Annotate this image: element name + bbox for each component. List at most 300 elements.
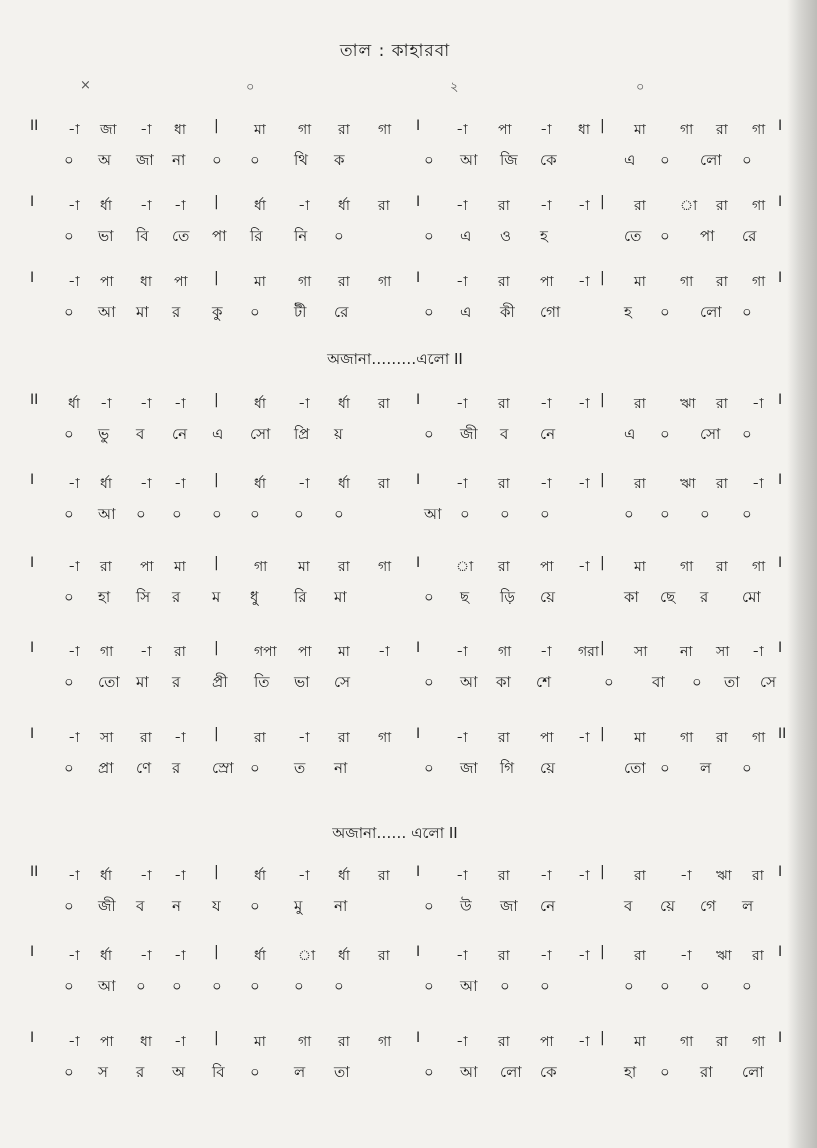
swara-note: গা xyxy=(298,122,312,138)
lyric-syllable: ০ xyxy=(294,977,304,995)
lyric-syllable: ০ xyxy=(250,1063,260,1081)
swara-note: | xyxy=(600,472,605,488)
swara-line xyxy=(0,555,790,579)
lyric-line xyxy=(0,586,790,610)
swara-note: রা xyxy=(716,730,728,746)
swara-note: রা xyxy=(716,274,728,290)
lyric-syllable: সি xyxy=(136,588,151,606)
swara-note: -া xyxy=(68,122,80,138)
lyric-syllable: আ xyxy=(460,673,478,691)
lyric-syllable: ০ xyxy=(500,977,510,995)
swara-note: র্ধা xyxy=(338,476,350,492)
swara-note: রা xyxy=(634,868,646,884)
lyric-syllable: ০ xyxy=(700,505,710,523)
swara-note: -া xyxy=(140,644,152,660)
lyric-syllable: প্রা xyxy=(98,759,114,777)
swara-note: রা xyxy=(378,476,390,492)
lyric-syllable: পা xyxy=(212,227,227,245)
lyric-syllable: ০ xyxy=(660,505,670,523)
lyric-syllable: রি xyxy=(294,588,307,606)
lyric-syllable: ব xyxy=(136,897,145,915)
lyric-syllable: নি xyxy=(294,227,308,245)
lyric-syllable: রা xyxy=(700,1063,713,1081)
lyric-syllable: ০ xyxy=(64,303,74,321)
swara-note: I xyxy=(778,118,783,134)
swara-line xyxy=(0,194,790,218)
swara-note: মা xyxy=(174,559,186,575)
lyric-syllable: প্রী xyxy=(212,673,228,691)
swara-note: পা xyxy=(540,274,554,290)
swara-note: -া xyxy=(140,868,152,884)
swara-note: রা xyxy=(338,730,350,746)
lyric-syllable: ব xyxy=(624,897,633,915)
swara-note: ধা xyxy=(140,1034,152,1050)
swara-note: -া xyxy=(578,476,590,492)
swara-note: | xyxy=(600,1030,605,1046)
swara-note: | xyxy=(600,555,605,571)
swara-note: -া xyxy=(68,730,80,746)
lyric-syllable: তে xyxy=(172,227,190,245)
swara-note: র্ধা xyxy=(100,868,112,884)
swara-note: রা xyxy=(378,396,390,412)
lyric-syllable: ০ xyxy=(742,303,752,321)
swara-note: ঋা xyxy=(680,476,696,492)
swara-note: পা xyxy=(540,730,554,746)
lyric-syllable: কা xyxy=(624,588,639,606)
swara-note: রা xyxy=(716,559,728,575)
lyric-syllable: ০ xyxy=(424,227,434,245)
lyric-syllable: ০ xyxy=(742,977,752,995)
swara-note: -া xyxy=(174,396,186,412)
swara-note: II xyxy=(30,392,39,408)
swara-note: পা xyxy=(140,559,154,575)
swara-note: গা xyxy=(298,274,312,290)
lyric-syllable: বা xyxy=(652,673,665,691)
swara-note: -া xyxy=(456,1034,468,1050)
swara-note: I xyxy=(416,864,421,880)
lyric-syllable: ০ xyxy=(136,505,146,523)
swara-note: গা xyxy=(378,559,392,575)
swara-note: I xyxy=(778,194,783,210)
swara-note: রা xyxy=(140,730,152,746)
swara-note: সা xyxy=(634,644,648,660)
lyric-syllable: ল xyxy=(742,897,754,915)
lyric-syllable: ০ xyxy=(604,673,614,691)
swara-note: না xyxy=(680,644,693,660)
lyric-syllable: তা xyxy=(724,673,740,691)
lyric-syllable: ০ xyxy=(334,977,344,995)
swara-note: -া xyxy=(68,198,80,214)
lyric-syllable: জা xyxy=(500,897,518,915)
swara-note: I xyxy=(30,640,35,656)
lyric-syllable: হ xyxy=(624,303,632,321)
lyric-syllable: জী xyxy=(460,425,478,443)
swara-note: I xyxy=(416,118,421,134)
swara-note: -া xyxy=(540,476,552,492)
swara-note: I xyxy=(416,472,421,488)
swara-note: -া xyxy=(540,198,552,214)
swara-note: -া xyxy=(298,476,310,492)
lyric-syllable: ০ xyxy=(294,505,304,523)
swara-note: -া xyxy=(578,396,590,412)
lyric-syllable: ও xyxy=(500,227,512,245)
swara-note: -া xyxy=(298,396,310,412)
lyric-syllable: ০ xyxy=(540,505,550,523)
lyric-syllable: ০ xyxy=(424,759,434,777)
swara-note: II xyxy=(30,864,39,880)
swara-note: র্ধা xyxy=(100,476,112,492)
swara-note: -া xyxy=(456,274,468,290)
swara-note: রা xyxy=(716,396,728,412)
swara-note: মা xyxy=(254,1034,266,1050)
lyric-syllable: ০ xyxy=(172,977,182,995)
lyric-syllable: পা xyxy=(700,227,715,245)
lyric-syllable: রে xyxy=(334,303,349,321)
lyric-syllable: ০ xyxy=(692,673,702,691)
swara-note: ধা xyxy=(140,274,152,290)
swara-line xyxy=(0,726,790,750)
swara-note: I xyxy=(416,726,421,742)
swara-note: পা xyxy=(498,122,512,138)
swara-note: মা xyxy=(634,559,646,575)
lyric-syllable: ০ xyxy=(742,151,752,169)
lyric-syllable: তে xyxy=(624,227,642,245)
swara-note: | xyxy=(600,864,605,880)
lyric-syllable: য়ে xyxy=(540,588,555,606)
swara-note: -া xyxy=(68,948,80,964)
lyric-syllable: ধু xyxy=(250,588,259,606)
lyric-syllable: ভা xyxy=(98,227,114,245)
swara-note: মা xyxy=(254,274,266,290)
swara-line xyxy=(0,118,790,142)
lyric-syllable: ০ xyxy=(250,505,260,523)
swara-note: গা xyxy=(680,274,694,290)
swara-note: গা xyxy=(254,559,268,575)
swara-note: I xyxy=(30,194,35,210)
swara-note: গা xyxy=(752,730,766,746)
swara-note: মা xyxy=(634,1034,646,1050)
lyric-syllable: ০ xyxy=(212,505,222,523)
lyric-syllable: বি xyxy=(136,227,149,245)
lyric-line xyxy=(0,1061,790,1085)
swara-note: -া xyxy=(174,1034,186,1050)
swara-note: গা xyxy=(378,730,392,746)
marker-khali-2: ০ xyxy=(636,80,645,95)
lyric-syllable: প্রি xyxy=(294,425,310,443)
swara-note: রা xyxy=(498,476,510,492)
lyric-syllable: ০ xyxy=(660,303,670,321)
swara-note: I xyxy=(778,392,783,408)
swara-note: | xyxy=(600,194,605,210)
lyric-syllable: কা xyxy=(496,673,511,691)
swara-note: -া xyxy=(456,396,468,412)
swara-note: | xyxy=(214,194,219,210)
swara-note: -া xyxy=(174,730,186,746)
swara-note: -া xyxy=(140,122,152,138)
lyric-syllable: মা xyxy=(334,588,347,606)
swara-note: -া xyxy=(456,948,468,964)
swara-note: পা xyxy=(174,274,188,290)
swara-note: রা xyxy=(338,122,350,138)
swara-note: রা xyxy=(378,868,390,884)
lyric-syllable: তো xyxy=(624,759,646,777)
lyric-syllable: ব xyxy=(500,425,509,443)
swara-note: রা xyxy=(338,274,350,290)
swara-note: I xyxy=(30,726,35,742)
lyric-syllable: গি xyxy=(500,759,515,777)
lyric-line xyxy=(0,225,790,249)
swara-note: I xyxy=(778,555,783,571)
lyric-syllable: য়ে xyxy=(540,759,555,777)
swara-note: | xyxy=(214,118,219,134)
swara-note: ঋা xyxy=(716,868,732,884)
lyric-syllable: ০ xyxy=(250,759,260,777)
tala-title: তাল : কাহারবা xyxy=(339,41,451,61)
swara-note: রা xyxy=(498,198,510,214)
swara-note: -া xyxy=(680,868,692,884)
swara-note: র্ধা xyxy=(254,198,266,214)
lyric-line xyxy=(0,149,790,173)
lyric-syllable: ণে xyxy=(136,759,152,777)
lyric-syllable: ছে xyxy=(660,588,676,606)
lyric-syllable: কী xyxy=(500,303,515,321)
lyric-syllable: ০ xyxy=(424,1063,434,1081)
swara-note: I xyxy=(416,555,421,571)
swara-note: র্ধা xyxy=(68,396,80,412)
swara-note: রা xyxy=(498,868,510,884)
lyric-syllable: আ xyxy=(98,505,116,523)
lyric-syllable: হ xyxy=(540,227,548,245)
swara-note: I xyxy=(778,1030,783,1046)
lyric-line xyxy=(0,301,790,325)
lyric-syllable: র xyxy=(700,588,709,606)
lyric-syllable: টী xyxy=(294,303,307,321)
lyric-syllable: ০ xyxy=(64,897,74,915)
swara-note: | xyxy=(214,555,219,571)
lyric-line xyxy=(0,975,790,999)
swara-note: I xyxy=(778,944,783,960)
swara-note: I xyxy=(416,640,421,656)
lyric-syllable: স xyxy=(98,1063,108,1081)
swara-note: I xyxy=(416,392,421,408)
swara-note: -া xyxy=(68,559,80,575)
swara-note: পা xyxy=(100,274,114,290)
lyric-syllable: ০ xyxy=(250,977,260,995)
swara-note: র্ধা xyxy=(100,198,112,214)
swara-note: I xyxy=(30,472,35,488)
lyric-syllable: গো xyxy=(540,303,561,321)
swara-note: গা xyxy=(498,644,512,660)
swara-note: ঋা xyxy=(716,948,732,964)
lyric-syllable: মো xyxy=(742,588,761,606)
lyric-syllable: ০ xyxy=(660,977,670,995)
lyric-syllable: ০ xyxy=(700,977,710,995)
swara-note: পা xyxy=(540,1034,554,1050)
swara-note: মা xyxy=(634,122,646,138)
lyric-syllable: ০ xyxy=(540,977,550,995)
swara-note: গা xyxy=(680,1034,694,1050)
swara-note: | xyxy=(600,944,605,960)
lyric-syllable: তা xyxy=(334,1063,350,1081)
lyric-line xyxy=(0,503,790,527)
lyric-syllable: ০ xyxy=(250,303,260,321)
lyric-syllable: ০ xyxy=(742,425,752,443)
swara-note: -া xyxy=(378,644,390,660)
swara-note: া xyxy=(680,198,698,214)
swara-note: | xyxy=(214,392,219,408)
swara-note: -া xyxy=(68,476,80,492)
swara-note: গা xyxy=(378,274,392,290)
lyric-syllable: ০ xyxy=(334,505,344,523)
swara-note: পা xyxy=(100,1034,114,1050)
swara-note: সা xyxy=(100,730,114,746)
lyric-syllable: য xyxy=(212,897,221,915)
swara-note: রা xyxy=(174,644,186,660)
swara-note: -া xyxy=(540,396,552,412)
swara-note: -া xyxy=(540,868,552,884)
lyric-syllable: ০ xyxy=(424,977,434,995)
swara-note: গা xyxy=(752,1034,766,1050)
swara-note: গা xyxy=(752,122,766,138)
page-edge-shadow xyxy=(787,0,817,1148)
lyric-syllable: গে xyxy=(700,897,716,915)
swara-note: -া xyxy=(174,948,186,964)
lyric-syllable: হা xyxy=(98,588,111,606)
swara-note: -া xyxy=(174,198,186,214)
lyric-syllable: ভা xyxy=(294,673,310,691)
lyric-syllable: ০ xyxy=(500,505,510,523)
lyric-syllable: না xyxy=(172,151,186,169)
swara-note: -া xyxy=(752,396,764,412)
lyric-syllable: অ xyxy=(172,1063,185,1081)
lyric-syllable: ০ xyxy=(172,505,182,523)
swara-note: | xyxy=(600,392,605,408)
lyric-syllable: না xyxy=(334,897,348,915)
lyric-syllable: ন xyxy=(172,897,181,915)
swara-note: -া xyxy=(298,868,310,884)
swara-note: -া xyxy=(752,644,764,660)
swara-note: র্ধা xyxy=(254,868,266,884)
lyric-syllable: র xyxy=(136,1063,145,1081)
lyric-syllable: জী xyxy=(98,897,116,915)
swara-note: গা xyxy=(752,559,766,575)
lyric-syllable: তো xyxy=(98,673,120,691)
lyric-syllable: আ xyxy=(98,303,116,321)
lyric-syllable: ছ xyxy=(460,588,470,606)
swara-note: মা xyxy=(634,730,646,746)
swara-note: গা xyxy=(752,198,766,214)
swara-note: গা xyxy=(100,644,114,660)
lyric-syllable: ০ xyxy=(742,505,752,523)
lyric-syllable: লো xyxy=(700,303,722,321)
lyric-syllable: ০ xyxy=(64,151,74,169)
swara-note: মা xyxy=(254,122,266,138)
swara-note: সা xyxy=(716,644,730,660)
lyric-syllable: ক xyxy=(334,151,345,169)
swara-note: রা xyxy=(498,1034,510,1050)
swara-note: -া xyxy=(540,122,552,138)
swara-note: I xyxy=(416,194,421,210)
swara-note: I xyxy=(778,640,783,656)
lyric-syllable: জা xyxy=(460,759,478,777)
lyric-syllable: ০ xyxy=(64,1063,74,1081)
lyric-syllable: ০ xyxy=(660,227,670,245)
swara-note: | xyxy=(600,118,605,134)
swara-note: I xyxy=(30,944,35,960)
swara-note: -া xyxy=(68,644,80,660)
swara-note: রা xyxy=(498,274,510,290)
lyric-syllable: থি xyxy=(294,151,309,169)
swara-note: I xyxy=(416,1030,421,1046)
swara-note: পা xyxy=(298,644,312,660)
lyric-syllable: নে xyxy=(540,897,556,915)
swara-note: রা xyxy=(634,476,646,492)
lyric-syllable: ০ xyxy=(64,977,74,995)
swara-note: II xyxy=(778,726,787,742)
swara-note: রা xyxy=(716,122,728,138)
swara-note: গরা xyxy=(578,644,599,660)
lyric-syllable: এ xyxy=(460,303,472,321)
lyric-syllable: আ xyxy=(424,505,442,523)
swara-note: -া xyxy=(174,868,186,884)
swara-note: রা xyxy=(634,396,646,412)
lyric-syllable: য় xyxy=(334,425,343,443)
swara-note: রা xyxy=(716,198,728,214)
swara-note: -া xyxy=(140,476,152,492)
swara-note: -া xyxy=(456,644,468,660)
swara-note: রা xyxy=(716,476,728,492)
swara-line xyxy=(0,392,790,416)
swara-note: | xyxy=(214,640,219,656)
swara-note: গা xyxy=(298,1034,312,1050)
lyric-syllable: নে xyxy=(540,425,556,443)
swara-note: -া xyxy=(174,476,186,492)
swara-note: II xyxy=(30,118,39,134)
lyric-syllable: ল xyxy=(700,759,712,777)
swara-note: I xyxy=(778,472,783,488)
lyric-syllable: ভু xyxy=(98,425,110,443)
lyric-syllable: ০ xyxy=(64,505,74,523)
lyric-syllable: ০ xyxy=(136,977,146,995)
lyric-syllable: র xyxy=(172,588,181,606)
swara-note: -া xyxy=(578,1034,590,1050)
lyric-syllable: সে xyxy=(334,673,350,691)
swara-note: রা xyxy=(100,559,112,575)
lyric-syllable: কু xyxy=(212,303,223,321)
lyric-syllable: অ xyxy=(98,151,111,169)
swara-note: -া xyxy=(298,198,310,214)
swara-note: | xyxy=(214,1030,219,1046)
swara-note: রা xyxy=(716,1034,728,1050)
lyric-syllable: এ xyxy=(624,425,636,443)
lyric-syllable: জি xyxy=(500,151,518,169)
swara-note: -া xyxy=(68,1034,80,1050)
lyric-syllable: ০ xyxy=(64,588,74,606)
swara-note: | xyxy=(214,726,219,742)
swara-note: পা xyxy=(540,559,554,575)
lyric-line xyxy=(0,671,790,695)
lyric-syllable: মা xyxy=(136,673,149,691)
swara-note: | xyxy=(600,270,605,286)
swara-note: -া xyxy=(540,644,552,660)
lyric-syllable: ০ xyxy=(64,673,74,691)
swara-note: -া xyxy=(100,396,112,412)
swara-note: রা xyxy=(498,730,510,746)
swara-note: রা xyxy=(254,730,266,746)
swara-note: | xyxy=(214,270,219,286)
swara-note: রা xyxy=(498,396,510,412)
lyric-syllable: এ xyxy=(212,425,224,443)
